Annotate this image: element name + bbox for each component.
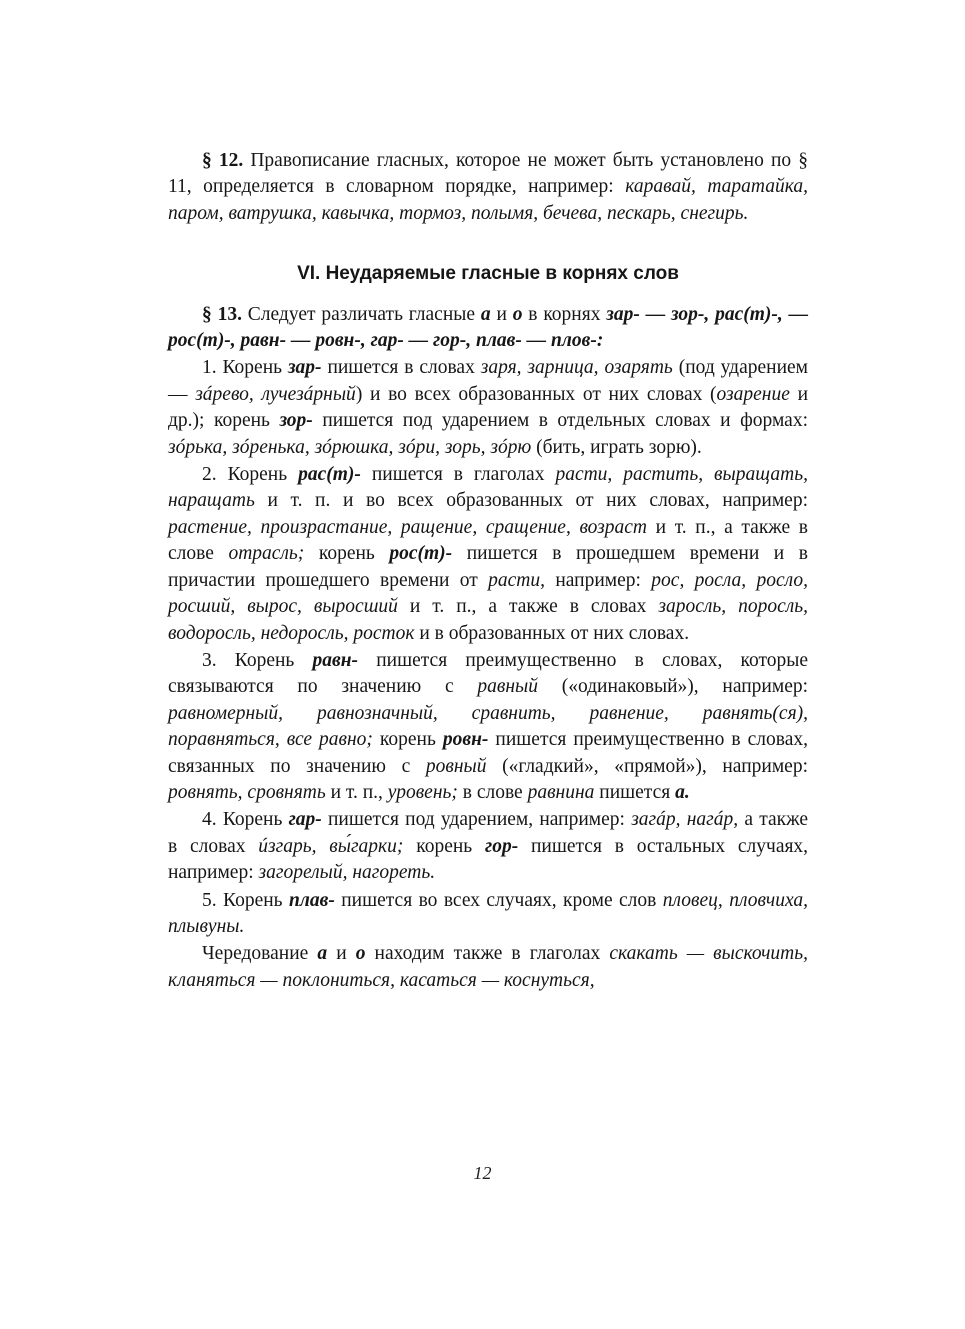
item-3 bbox=[168, 648, 808, 806]
item3-examples-5: уровень; bbox=[387, 781, 458, 803]
item4-examples-2: úзгарь, вы́гарки; bbox=[258, 835, 404, 857]
item3-text-1: пишется преимущественно в словах, которые связываются по значению с bbox=[168, 649, 809, 698]
item2-number: 2. Корень bbox=[202, 464, 288, 486]
paragraph-alternation bbox=[168, 941, 808, 994]
item2-examples-1: расти, растить, выращать, наращать bbox=[168, 464, 809, 512]
item-5 bbox=[168, 888, 808, 941]
paragraph-12 bbox=[168, 148, 808, 227]
item2-examples-3: отрасль; bbox=[228, 543, 305, 565]
item4-text-4: пишется в остальных случаях, например: bbox=[168, 835, 809, 884]
item3-examples-1: равный bbox=[477, 676, 538, 698]
item3-text-4: пишется преимущественно в словах, связанных по значению с bbox=[168, 729, 808, 777]
root-ros: рос(т)- bbox=[389, 543, 453, 565]
letter-a: а bbox=[480, 303, 491, 325]
item5-text-1: пишется во всех случаях, кроме слов bbox=[341, 889, 657, 911]
item1-text-5: пишется под ударением в отдельных словах и формах: bbox=[322, 410, 808, 432]
item1-text-4: и др.); корень bbox=[168, 383, 808, 432]
item2-examples-5: рос, росла, росло, росший, вырос, выросший bbox=[168, 569, 809, 618]
item4-text-1: пишется под ударением, например: bbox=[328, 809, 625, 831]
p13-roots: зар- — зор-, рас(т)-, — рос(т)-, равн- — ровн-, гар- — гор-, плав- — плов-: bbox=[168, 303, 809, 352]
root-zor: зор- bbox=[279, 410, 313, 432]
root-ravn: равн- bbox=[312, 649, 359, 671]
item1-text-6: (бить, играть зорю). bbox=[536, 436, 702, 458]
item3-text-3: корень bbox=[379, 729, 436, 751]
item4-text-2: а также в словах bbox=[168, 809, 809, 857]
item2-text-7: и т. п., а также в словах bbox=[409, 596, 647, 618]
letter-o: о bbox=[512, 303, 523, 325]
item2-text-1: пишется в глаголах bbox=[371, 464, 545, 486]
item3-text-6: и т. п., bbox=[330, 781, 383, 803]
root-gor: гор- bbox=[485, 835, 519, 857]
item2-examples-2: растение, произрастание, ращение, сращение, возраст bbox=[168, 516, 648, 538]
item2-text-4: корень bbox=[318, 543, 375, 565]
plast-conj-and: и bbox=[336, 943, 347, 965]
item4-number: 4. Корень bbox=[202, 809, 283, 831]
item4-examples-1: загáр, нагáр, bbox=[631, 809, 739, 831]
item5-number: 5. Корень bbox=[202, 889, 283, 911]
item3-text-8: пишется bbox=[599, 781, 671, 803]
item1-examples-2: зáрево, лучезáрный bbox=[195, 383, 356, 405]
item-2 bbox=[168, 462, 808, 647]
item1-text-2: (под ударением — bbox=[168, 357, 808, 405]
letter-a-final: а. bbox=[675, 781, 690, 803]
item2-text-6: например: bbox=[555, 569, 641, 591]
item3-text-7: в слове bbox=[462, 781, 523, 803]
p12-examples: каравай, таратайка, паром, ватрушка, кавычка, тормоз, полымя, бечева, пескарь, снегирь. bbox=[168, 176, 809, 224]
item1-examples-1: заря, зарница, озарять bbox=[480, 357, 673, 379]
item3-examples-6: равнина bbox=[527, 781, 595, 803]
p13-text-2: в корнях bbox=[528, 303, 601, 325]
item1-examples-4: зóрька, зóренька, зóрюшка, зóри, зорь, зóрю bbox=[168, 436, 532, 458]
item2-text-5: пишется в прошедшем времени и в причастии прошедшего времени от bbox=[168, 543, 808, 591]
item3-text-5: («гладкий», «прямой»), например: bbox=[502, 755, 808, 777]
p12-text: Правописание гласных, которое не может быть установлено по § 11, определяется в словарном порядке, например: bbox=[168, 150, 809, 198]
conj-and: и bbox=[496, 303, 507, 325]
item4-examples-3: загорелый, нагореть. bbox=[258, 862, 436, 884]
item2-text-3: и т. п., а также в слове bbox=[168, 516, 809, 565]
item2-text-2: и т. п. и во всех образованных от них словах, например: bbox=[267, 490, 809, 512]
item3-number: 3. Корень bbox=[202, 649, 295, 671]
section-heading: VI. Неударяемые гласные в корнях слов bbox=[297, 263, 679, 285]
plast-text-2: находим также в глаголах bbox=[374, 943, 601, 965]
page-number: 12 bbox=[473, 1163, 492, 1183]
plast-examples: скакать — выскочить, кланяться — поклониться, касаться — коснуться, bbox=[168, 943, 809, 991]
item-4 bbox=[168, 807, 808, 886]
item3-examples-4: ровнять, сровнять bbox=[168, 781, 326, 803]
item1-number: 1. Корень bbox=[202, 357, 283, 379]
item2-text-8: и в образованных от них словах. bbox=[419, 622, 690, 644]
p13-text-1: Следует различать гласные bbox=[247, 303, 476, 325]
page-text bbox=[168, 142, 808, 994]
item1-text-3: ) и во всех образованных от них словах ( bbox=[355, 383, 717, 405]
section-sign-12: § 12. bbox=[202, 150, 244, 171]
item1-examples-3: озарение bbox=[716, 383, 790, 405]
item3-text-2: («одинаковый»), например: bbox=[561, 676, 809, 698]
plast-letter-a: а bbox=[317, 943, 328, 965]
root-rovn: ровн- bbox=[442, 729, 489, 751]
item-1 bbox=[168, 355, 808, 461]
root-plav: плав- bbox=[289, 889, 335, 911]
root-ras: рас(т)- bbox=[298, 464, 361, 486]
paragraph-13 bbox=[168, 302, 808, 355]
plast-letter-o: о bbox=[355, 943, 366, 965]
item2-examples-6: заросль, поросль, водоросль, недоросль, росток bbox=[168, 596, 808, 644]
item5-examples-1: пловец, пловчиха, плывуны. bbox=[168, 889, 808, 937]
root-zar: зар- bbox=[287, 357, 322, 379]
item3-examples-2: равномерный, равнозначный, сравнить, равнение, равнять(ся), поравняться, все равно; bbox=[168, 702, 808, 751]
item1-text-1: пишется в словах bbox=[327, 357, 475, 379]
section-sign-13: § 13. bbox=[202, 303, 242, 325]
root-gar: гар- bbox=[288, 809, 322, 831]
item4-text-3: корень bbox=[416, 835, 473, 857]
item3-examples-3: ровный bbox=[425, 755, 487, 777]
item2-examples-4: расти, bbox=[488, 569, 546, 591]
plast-text-1: Чередование bbox=[202, 943, 309, 965]
